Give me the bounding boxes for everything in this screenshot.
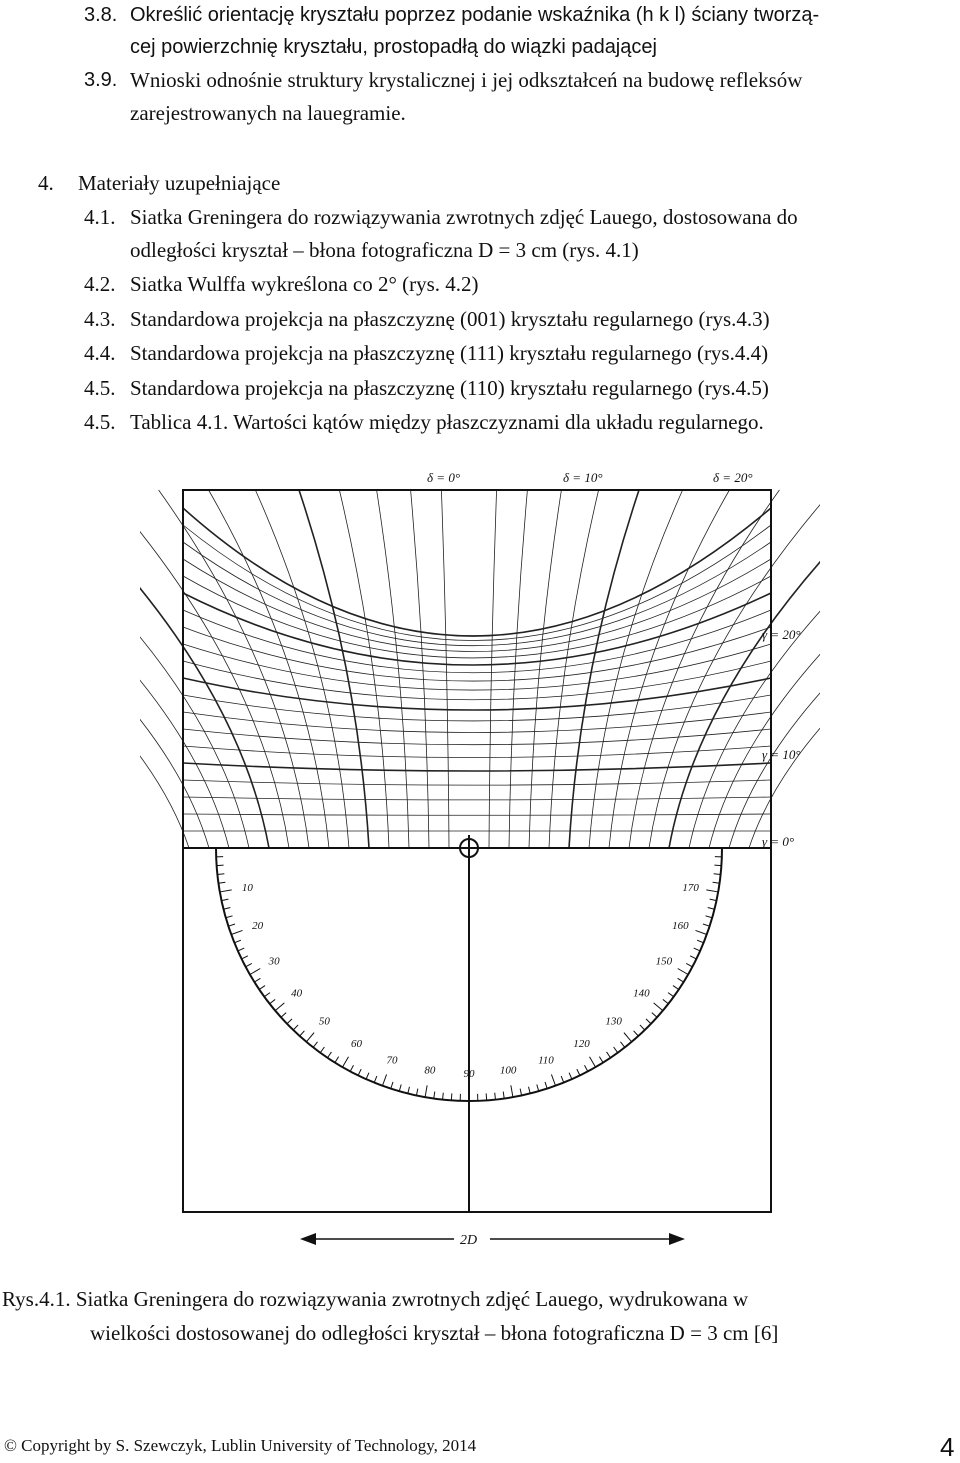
protractor-tick: [584, 1065, 587, 1071]
protractor-tick: [264, 993, 270, 997]
protractor-tick: [224, 908, 231, 910]
item-text: Tablica 4.1. Wartości kątów między płaszczyznami dla układu regularnego.: [130, 409, 764, 435]
item-number: 4.4.: [84, 340, 116, 366]
gamma-label-20: γ = 20°: [762, 627, 801, 642]
item-number: 4.1.: [84, 204, 116, 230]
protractor-tick: [228, 924, 235, 926]
protractor-tick: [220, 890, 232, 892]
protractor-tick: [577, 1069, 580, 1075]
dimension-label: 2D: [460, 1233, 477, 1248]
protractor-tick: [706, 890, 718, 892]
delta-curve: [569, 490, 639, 848]
protractor-tick: [694, 948, 700, 951]
protractor-tick: [652, 1013, 657, 1018]
item-text-cont: zarejestrowanych na lauegramie.: [130, 100, 406, 126]
gamma-curve: [183, 695, 771, 721]
protractor-tick: [590, 1057, 596, 1067]
protractor-labels: [242, 882, 699, 1080]
protractor-tick: [503, 1092, 504, 1099]
protractor-label: 120: [573, 1038, 590, 1050]
delta-curve: [749, 490, 820, 848]
delta-curve: [140, 490, 269, 848]
protractor-tick: [495, 1093, 496, 1100]
gamma-label-10: γ = 10°: [762, 747, 801, 762]
protractor-tick: [270, 999, 276, 1003]
protractor-tick: [382, 1074, 386, 1085]
delta-label-20: δ = 20°: [713, 470, 753, 485]
item-number: 4.3.: [84, 306, 116, 332]
protractor-tick: [242, 956, 248, 959]
protractor-tick: [391, 1082, 393, 1089]
copyright-footer: © Copyright by S. Szewczyk, Lublin University of Technology, 2014: [4, 1436, 476, 1456]
protractor-label: 90: [464, 1068, 476, 1080]
grid-lines: [140, 490, 820, 848]
delta-curve: [489, 490, 497, 848]
gamma-curve: [183, 644, 771, 690]
gamma-label-0: γ = 0°: [762, 834, 794, 849]
item-text: Wnioski odnośnie struktury krystalicznej i jej odkształceń na budowę refleksów: [130, 67, 802, 93]
protractor-tick: [343, 1057, 349, 1067]
gamma-curve: [183, 797, 771, 800]
protractor-tick: [713, 882, 720, 883]
protractor-tick: [634, 1031, 639, 1036]
item-text-cont: cej powierzchnię kryształu, prostopadłą do wiązki padającej: [130, 34, 657, 60]
gamma-curve: [183, 525, 771, 641]
protractor-tick: [275, 1003, 284, 1011]
protractor-tick: [710, 899, 717, 900]
protractor-tick: [708, 908, 715, 910]
protractor-tick: [697, 940, 703, 943]
protractor-tick: [306, 1033, 314, 1042]
page-number: 4: [940, 1432, 954, 1463]
protractor-tick: [569, 1073, 572, 1079]
section-number: 4.: [38, 170, 54, 196]
protractor-tick: [226, 916, 233, 918]
item-text: Określić orientację kryształu poprzez podanie wskaźnika (h k l) ściany tworzą-: [130, 2, 819, 28]
gamma-curve: [183, 729, 771, 745]
protractor-tick: [246, 963, 252, 966]
item-number: 4.2.: [84, 271, 116, 297]
protractor-tick: [300, 1031, 305, 1036]
figure-caption: Rys.4.1. Siatka Greningera do rozwiązywania zwrotnych zdjęć Lauego, wydrukowana w: [2, 1284, 748, 1314]
protractor-tick: [686, 963, 692, 966]
protractor-tick: [668, 993, 674, 997]
protractor-tick: [254, 978, 260, 982]
greninger-chart-figure: [140, 465, 820, 1260]
protractor-tick: [620, 1042, 624, 1048]
protractor-tick: [714, 874, 721, 875]
item-number: 3.8.: [84, 2, 117, 28]
protractor-tick: [358, 1069, 361, 1075]
delta-curve: [729, 490, 820, 848]
protractor-tick: [416, 1089, 417, 1096]
protractor-tick: [545, 1082, 547, 1089]
protractor-tick: [599, 1057, 603, 1063]
protractor-tick: [690, 956, 696, 959]
item-number: 4.5.: [84, 409, 116, 435]
gamma-curve: [183, 712, 771, 732]
protractor-tick: [654, 1003, 663, 1011]
protractor-tick: [238, 948, 244, 951]
protractor-tick: [313, 1042, 317, 1048]
protractor-label: 40: [291, 988, 303, 1000]
protractor-label: 20: [252, 920, 263, 932]
delta-label-0: δ = 0°: [427, 470, 460, 485]
protractor-tick: [259, 986, 265, 990]
protractor-tick: [399, 1084, 401, 1091]
gamma-curve: [183, 814, 771, 815]
protractor-label: 10: [242, 882, 254, 894]
delta-curve: [629, 490, 779, 848]
arrow-right-icon: [669, 1233, 685, 1245]
item-text: Standardowa projekcja na płaszczyznę (111) kryształu regularnego (rys.4.4): [130, 340, 768, 366]
protractor-tick: [673, 986, 679, 990]
protractor-tick: [281, 1013, 286, 1018]
protractor-tick: [374, 1076, 377, 1082]
protractor-tick: [561, 1076, 564, 1082]
protractor-tick: [293, 1025, 298, 1030]
item-text: Standardowa projekcja na płaszczyznę (001) kryształu regularnego (rys.4.3): [130, 306, 770, 332]
delta-curve: [669, 490, 820, 848]
delta-curve: [159, 490, 309, 848]
protractor-tick: [537, 1084, 539, 1091]
protractor-tick: [695, 930, 706, 934]
item-text-cont: odległości kryształ – błona fotograficzna D = 3 cm (rys. 4.1): [130, 237, 639, 263]
protractor-label: 50: [319, 1015, 331, 1027]
protractor-label: 60: [351, 1038, 363, 1050]
delta-curve: [509, 490, 527, 848]
protractor-tick: [678, 978, 684, 982]
delta-label-10: δ = 10°: [563, 470, 603, 485]
protractor-label: 80: [424, 1065, 436, 1077]
protractor-tick: [678, 969, 688, 975]
protractor-label: 110: [538, 1054, 554, 1066]
gamma-curve: [183, 746, 771, 758]
protractor-tick: [520, 1089, 521, 1096]
protractor-tick: [614, 1047, 618, 1053]
protractor-label: 100: [500, 1065, 517, 1077]
protractor-tick: [287, 1019, 292, 1024]
protractor-tick: [705, 916, 712, 918]
protractor-tick: [640, 1025, 645, 1030]
protractor-label: 30: [268, 956, 281, 968]
protractor-label: 140: [633, 988, 650, 1000]
protractor-tick: [408, 1087, 410, 1094]
arrow-left-icon: [300, 1233, 316, 1245]
protractor-tick: [529, 1087, 531, 1094]
protractor-tick: [646, 1019, 651, 1024]
protractor-tick: [366, 1073, 369, 1079]
protractor-label: 170: [682, 882, 699, 894]
protractor-tick: [222, 899, 229, 900]
protractor-label: 70: [387, 1054, 399, 1066]
protractor-tick: [434, 1092, 435, 1099]
protractor-tick: [217, 874, 224, 875]
item-number: 4.5.: [84, 375, 116, 401]
delta-curve: [411, 490, 429, 848]
protractor-tick: [350, 1065, 353, 1071]
section-title: Materiały uzupełniające: [78, 170, 280, 196]
delta-curve: [140, 490, 209, 848]
gamma-curve: [183, 678, 771, 710]
protractor-tick: [234, 940, 240, 943]
item-text: Siatka Greningera do rozwiązywania zwrotnych zdjęć Lauego, dostosowana do: [130, 204, 798, 230]
item-text: Siatka Wulffa wykreślona co 2° (rys. 4.2): [130, 271, 479, 297]
protractor-tick: [663, 999, 669, 1003]
protractor-label: 130: [605, 1015, 622, 1027]
protractor-tick: [218, 882, 225, 883]
delta-curve: [589, 490, 683, 848]
protractor-tick: [443, 1093, 444, 1100]
protractor-tick: [624, 1033, 632, 1042]
protractor-tick: [607, 1052, 611, 1058]
protractor-tick: [250, 969, 260, 975]
protractor-tick: [703, 924, 710, 926]
protractor-tick: [551, 1074, 555, 1085]
protractor-label: 150: [656, 956, 673, 968]
item-text: Standardowa projekcja na płaszczyznę (110) kryształu regularnego (rys.4.5): [130, 375, 769, 401]
protractor-tick: [335, 1057, 339, 1063]
delta-curve: [609, 490, 729, 848]
protractor-tick: [328, 1052, 332, 1058]
protractor-tick: [425, 1085, 427, 1097]
gamma-curve: [183, 780, 771, 785]
protractor-label: 160: [672, 920, 689, 932]
delta-curve: [441, 490, 449, 848]
figure-caption-cont: wielkości dostosowanej do odległości kryształ – błona fotograficzna D = 3 cm [6]: [90, 1318, 778, 1348]
protractor-tick: [231, 930, 242, 934]
protractor-tick: [320, 1047, 324, 1053]
greninger-chart: [140, 465, 820, 1255]
item-number: 3.9.: [84, 67, 117, 93]
protractor-tick: [511, 1085, 513, 1097]
